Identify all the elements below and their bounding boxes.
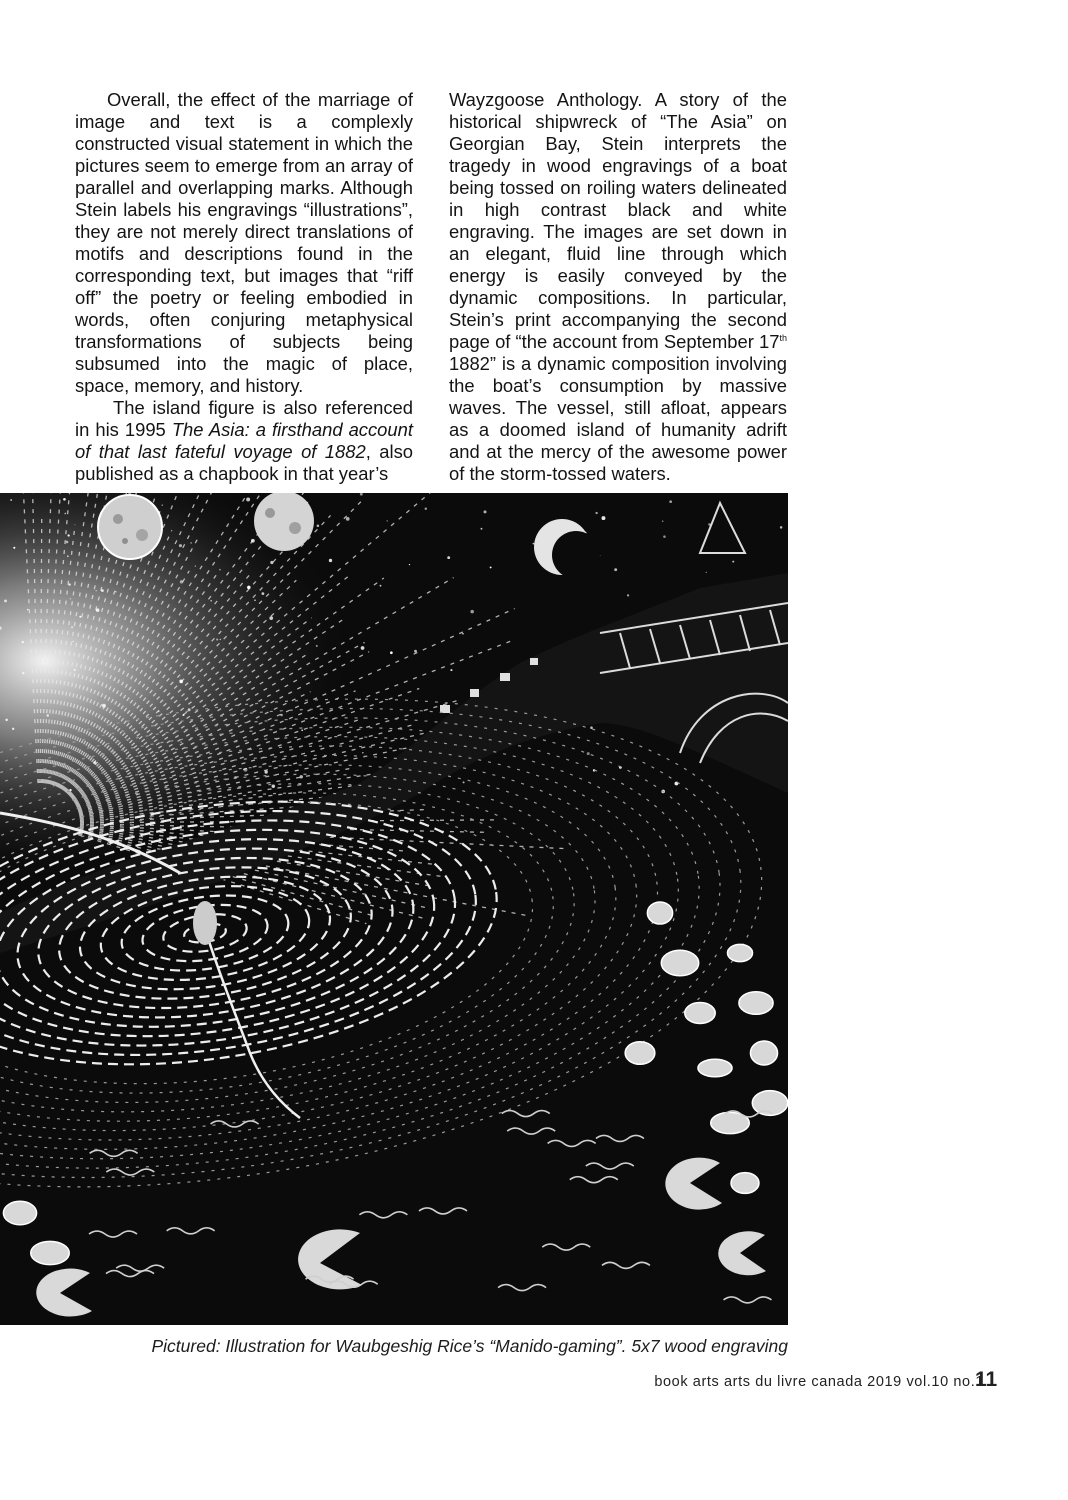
moon-icon (98, 495, 162, 559)
running-footer: book arts arts du livre canada 2019 vol.10 no.1 (654, 1374, 984, 1390)
paragraph-island-figure (75, 397, 413, 485)
paragraph-text: , also published as a chapbook in that year’s (75, 441, 413, 484)
article-right-column (449, 89, 787, 485)
paragraph-text: 1882” is a dynamic composition involving the boat’s consumption by massive waves. The vessel, still afloat, appears as a doomed island of humanity adrift and at the mercy of the awesome power of the storm-tossed waters. (449, 353, 787, 484)
paragraph-text: Wayzgoose Anthology. A story of the historical shipwreck of “The Asia” on Georgian Bay, Stein interprets the tragedy in wood engravings of a boat being tossed on roiling waters delineated in high contrast black and white engraving. The images are set down in an elegant, fluid line through which energy is easily conveyed by the dynamic compositions. In particular, Stein’s print accompanying the second page of “the account from September 17 (449, 89, 787, 352)
paragraph-text: The island figure is also referenced in his 1995 (75, 397, 413, 440)
float-icon (193, 901, 217, 945)
book-title: The Asia: a firsthand account of that last fateful voyage of 1882 (75, 419, 413, 462)
paragraph-marriage-of-image-and-text: Overall, the effect of the marriage of image and text is a complexly constructed visual statement in which the pictures seem to emerge from an array of parallel and overlapping marks. Although Stein labels his engravings “illustrations”, they are not merely direct translations of motifs and descriptions found in the corresponding text, but images that “riff off” the poetry or feeling embodied in words, often conjuring metaphysical transformations of subjects being subsumed into the magic of place, space, memory, and history. (75, 89, 413, 396)
figure-caption: Pictured: Illustration for Waubgeshig Rice’s “Manido-gaming”. 5x7 wood engraving (151, 1336, 788, 1356)
ordinal-superscript: th (779, 333, 787, 343)
wood-engraving-illustration (0, 493, 788, 1325)
page-number: 11 (975, 1368, 998, 1391)
paragraph-wayzgoose-anthology (449, 89, 787, 485)
moon-icon (254, 493, 314, 551)
article-left-column (75, 89, 413, 485)
